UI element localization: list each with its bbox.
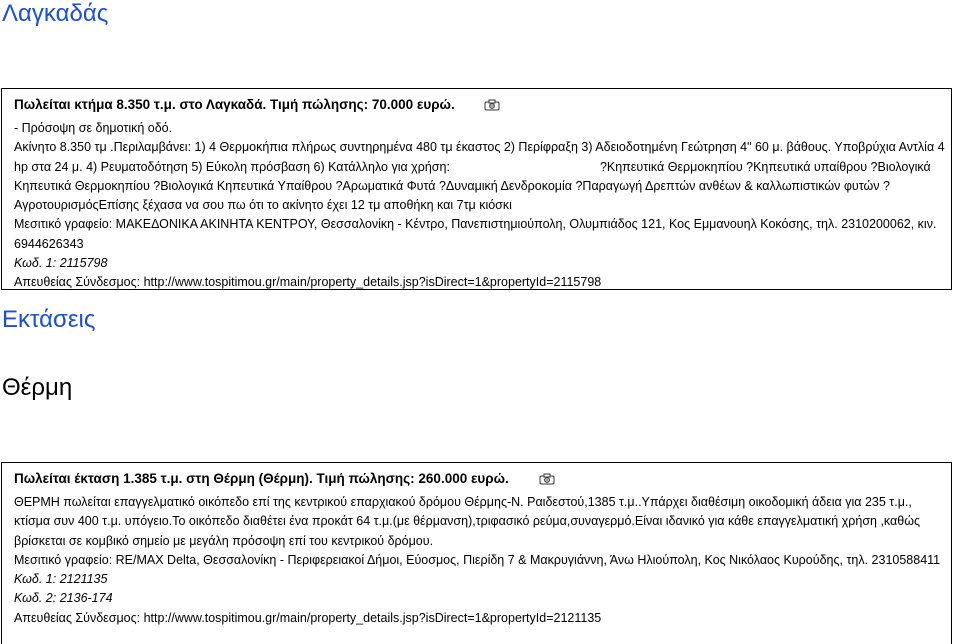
agency-info: Μεσιτικό γραφείο: RE/MAX Delta, Θεσσαλονίκη - Περιφερειακοί Δήμοι, Εύοσμος, Πιερίδη 7 & Μακρυγιάννη, Άνω Ηλιούπολη, Κος Νικόλαος Κυρούδης, τηλ. 2310588411 <box>14 552 941 567</box>
listing-title[interactable]: Πωλείται κτήμα 8.350 τ.μ. στο Λαγκαδά. Τιμή πώλησης: 70.000 ευρώ. <box>14 97 455 112</box>
camera-icon[interactable] <box>539 473 555 485</box>
listing-title-row <box>14 467 945 491</box>
direct-link[interactable]: http://www.tospitimou.gr/main/property_details.jsp?isDirect=1&propertyId=2115798 <box>143 275 602 290</box>
property-code-1: Κωδ. 1: 2121135 <box>14 572 108 587</box>
facade-note: - Πρόσοψη σε δημοτική οδό. <box>14 121 173 135</box>
listing-card-lagkadas <box>1 88 952 290</box>
direct-link[interactable]: http://www.tospitimou.gr/main/property_details.jsp?isDirect=1&propertyId=2121135 <box>143 610 602 625</box>
agency-info: Μεσιτικό γραφείο: ΜΑΚΕΔΟΝΙΚΑ ΑΚΙΝΗΤΑ ΚΕΝΤΡΟΥ, Θεσσαλονίκη - Κέντρο, Πανεπιστημιούπολη, Ολυμπιάδος 121, Κος Εμμανουηλ Κοκόσης, τηλ. 2310200062, κιν. 6944626343 <box>14 217 937 251</box>
section-title-ektaseis: Εκτάσεις <box>2 306 96 333</box>
listing-title-row <box>14 93 945 117</box>
camera-icon[interactable] <box>484 99 500 111</box>
section-title-lagkadas: Λαγκαδάς <box>2 0 109 27</box>
listing-description: ΘΕΡΜΗ πωλείται επαγγελματικό οικόπεδο επί της κεντρικού επαρχιακού δρόμου Θέρμης-Ν. Ραιδεστού,1385 τ.μ..Υπάρχει διαθέσιμη οικοδομική άδεια για 235 τ.μ., κτίσμα συν 400 τ.μ. υπόγειο.Το οικόπεδο διαθέτει ένα προκάτ 64 τ.μ.(με θέρμανση),τριφασικό ρεύμα,συναγερμό.Είναι ιδανικό για κάθε επαγγελματική χρήση ,καθώς βρίσκεται σε κομβικό σημείο με μεγάλη πρόσοψη επί του κεντρικού δρόμου. <box>14 495 920 548</box>
direct-link-row <box>14 273 945 292</box>
section-title-thermi: Θέρμη <box>2 374 73 401</box>
listing-title[interactable]: Πωλείται έκταση 1.385 τ.μ. στη Θέρμη (Θέρμη). Τιμή πώλησης: 260.000 ευρώ. <box>14 471 509 486</box>
direct-link-row <box>14 609 945 628</box>
listing-description: Ακίνητο 8.350 τμ .Περιλαμβάνει: 1) 4 Θερμοκήπια πλήρως συντηρημένα 480 τμ έκαστος 2) Περίφραξη 3) Αδειοδοτημένη Γεώτρηση 4" 60 μ. βάθους. Υποβρύχια Αντλία 4 hp στα 24 μ. 4) Ρευματοδότηση 5) Εύκολη πρόσβαση 6) Κατάλληλο για χρήση: ?Κηπευτικά Θερμοκηπίου ?Κηπευτικά υπαίθρου ?Βιολογικά Κηπευτικά Θερμοκηπίου ?Βιολογικά Κηπευτικά Υπαίθρου ?Αρωματικά Φυτά ?Δυναμική Δενδροκομία ?Παραγωγή Δρεπτών ανθέων & καλλωπιστικών φυτών ?ΑγροτουρισμόςΕπίσης ξέχασα να σου πω ότι το ακίνητο έχει 12 τμ αποθήκη και 7τμ κιόσκι <box>14 140 945 213</box>
direct-link-label: Απευθείας Σύνδεσμος: <box>14 275 141 290</box>
property-code-2: Κωδ. 2: 2136-174 <box>14 591 113 606</box>
property-code: Κωδ. 1: 2115798 <box>14 256 108 271</box>
direct-link-label: Απευθείας Σύνδεσμος: <box>14 610 141 625</box>
listing-card-thermi <box>1 462 952 644</box>
